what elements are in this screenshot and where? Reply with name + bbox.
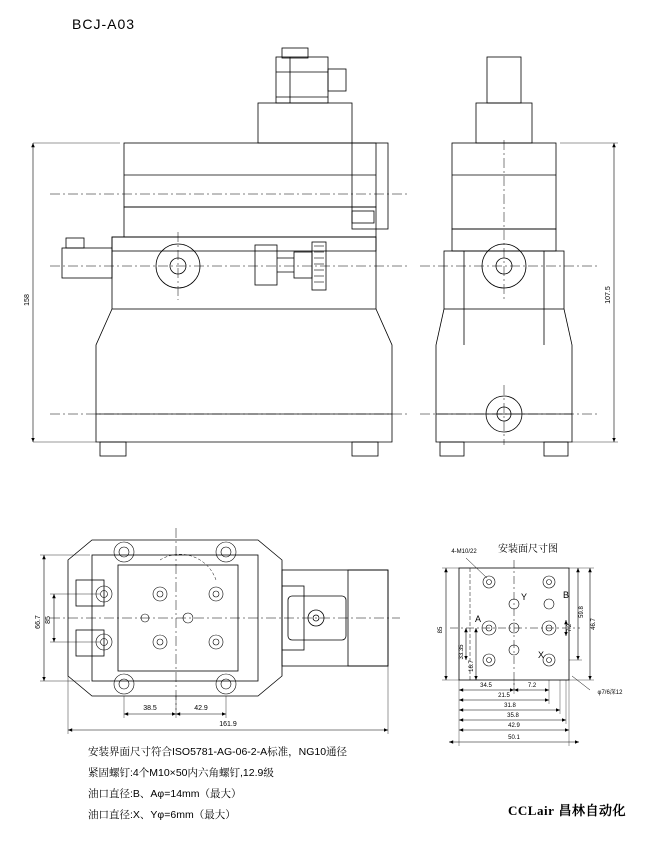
svg-text:4-M10/22: 4-M10/22 — [451, 549, 477, 555]
note-3: 油口直径:B、Aφ=14mm（最大） — [88, 788, 242, 800]
svg-text:B: B — [562, 590, 570, 600]
svg-text:50.1: 50.1 — [508, 735, 520, 741]
svg-text:7.2: 7.2 — [567, 623, 573, 633]
svg-text:85: 85 — [438, 626, 444, 634]
svg-text:35.8: 35.8 — [507, 713, 519, 719]
page-title: BCJ-A03 — [72, 16, 136, 32]
note-1: 安装界面尺寸符合ISO5781-AG-06-2-A标准，NG10通径 — [88, 746, 348, 758]
svg-text:φ7/6深12: φ7/6深12 — [597, 690, 623, 696]
svg-text:158: 158 — [24, 294, 31, 306]
brand-mark — [508, 800, 626, 819]
svg-text:38.5: 38.5 — [143, 705, 157, 712]
note-2: 紧固螺钉:4个M10×50内六角螺钉,12.9级 — [88, 767, 274, 779]
svg-text:A: A — [474, 614, 482, 624]
svg-text:46.7: 46.7 — [591, 618, 597, 630]
svg-text:31.8: 31.8 — [504, 703, 516, 709]
svg-text:42.9: 42.9 — [508, 723, 520, 729]
svg-text:66.7: 66.7 — [35, 615, 42, 629]
svg-text:161.9: 161.9 — [219, 721, 237, 728]
brand-latin: CCLair — [508, 803, 555, 818]
side-view-centerlines — [420, 140, 600, 445]
note-4: 油口直径:X、Yφ=6mm（最大） — [88, 809, 236, 821]
svg-text:Y: Y — [520, 592, 528, 602]
front-view-centerlines — [50, 194, 410, 414]
svg-text:107.5: 107.5 — [605, 286, 612, 304]
brand-cjk: 昌林自动化 — [558, 803, 626, 818]
mounting-view-caption: 安装面尺寸图 — [498, 544, 558, 555]
svg-text:X: X — [537, 650, 545, 660]
svg-text:33.35: 33.35 — [459, 644, 465, 660]
svg-text:85: 85 — [45, 616, 52, 624]
notes-block — [88, 742, 347, 826]
front-view-geometry — [62, 48, 392, 456]
svg-text:7.2: 7.2 — [527, 683, 537, 689]
svg-text:21.5: 21.5 — [498, 693, 510, 699]
svg-text:42.9: 42.9 — [194, 705, 208, 712]
front-height-dimension — [33, 143, 120, 442]
svg-text:16.7: 16.7 — [469, 660, 475, 672]
svg-text:34.5: 34.5 — [480, 683, 492, 689]
svg-text:59.8: 59.8 — [579, 606, 585, 618]
